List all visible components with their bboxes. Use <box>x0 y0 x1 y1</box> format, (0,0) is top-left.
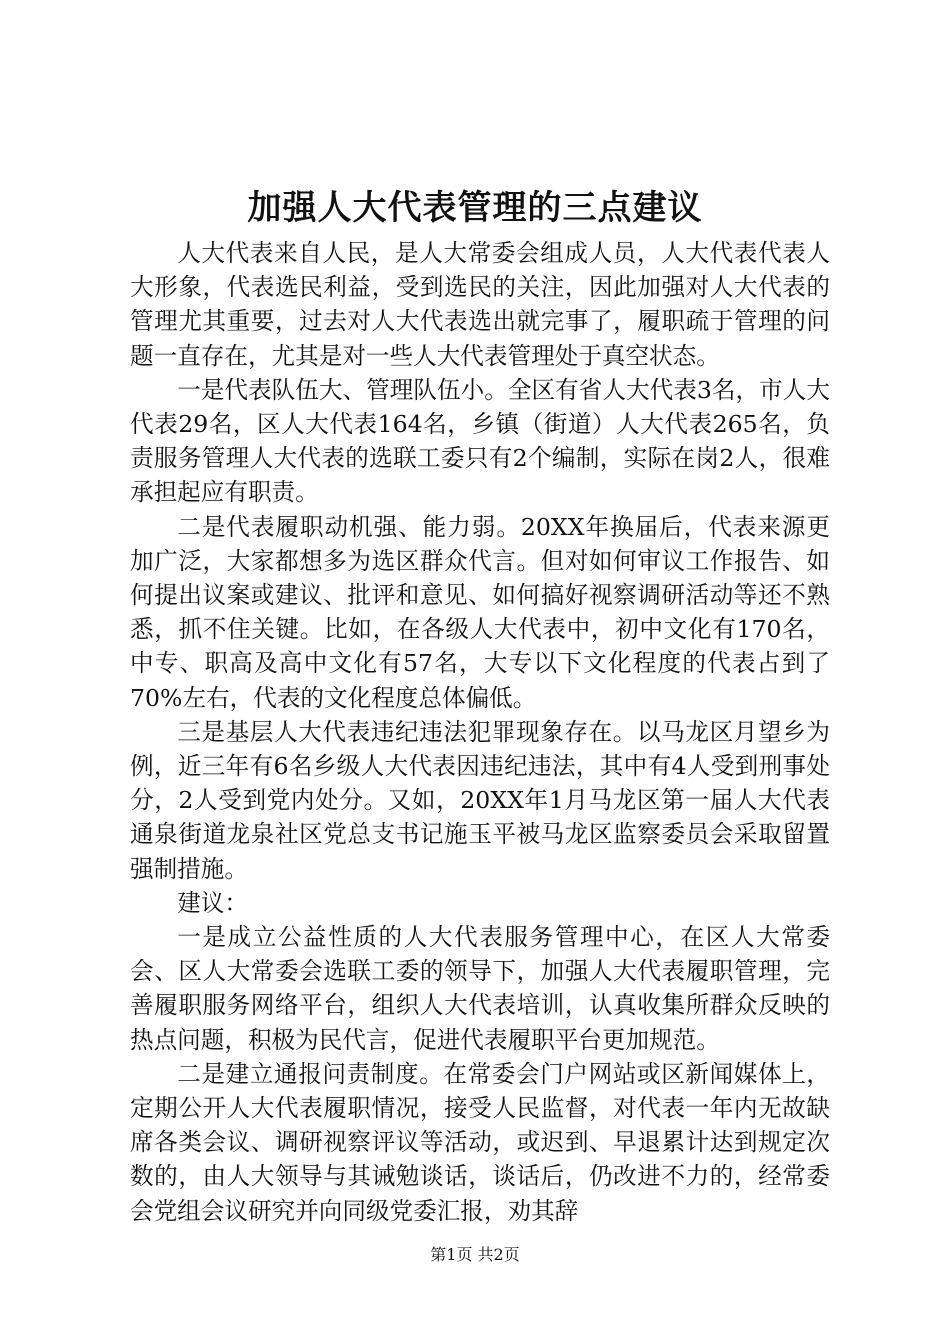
paragraph-suggestion-2: 二是建立通报问责制度。在常委会门户网站或区新闻媒体上，定期公开人大代表履职情况，接受人民监督，对代表一年内无故缺席各类会议、调研视察评议等活动，或迟到、早退累计达到规定次数的，由人大领导与其诫勉谈话，谈话后，仍改进不力的，经常委会党组会议研究并向同级党委汇报，劝其辞 <box>130 1059 830 1225</box>
page-number-footer: 第1页 共2页 <box>430 1245 520 1264</box>
document-body <box>130 236 830 1228</box>
document-title: 加强人大代表管理的三点建议 <box>247 188 703 228</box>
paragraph-suggestion-1: 一是成立公益性质的人大代表服务管理中心，在区人大常委会、区人大常委会选联工委的领导下，加强人大代表履职管理，完善履职服务网络平台，组织人大代表培训，认真收集所群众反映的热点问题，积极为民代言，促进代表履职平台更加规范。 <box>130 923 830 1054</box>
paragraph-issue-3: 三是基层人大代表违纪违法犯罪现象存在。以马龙区月望乡为例，近三年有6名乡级人大代表因违纪违法，其中有4人受到刑事处分，2人受到党内处分。又如，20XX年1月马龙区第一届人大代表通泉街道龙泉社区党总支书记施玉平被马龙区监察委员会采取留置强制措施。 <box>130 717 830 883</box>
paragraph-suggestions-heading: 建议： <box>177 888 248 917</box>
paragraph-intro: 人大代表来自人民，是人大常委会组成人员，人大代表代表人大形象，代表选民利益，受到选民的关注，因此加强对人大代表的管理尤其重要，过去对人大代表选出就完事了，履职疏于管理的问题一直存在，尤其是对一些人大代表管理处于真空状态。 <box>130 239 830 370</box>
paragraph-issue-1: 一是代表队伍大、管理队伍小。全区有省人大代表3名，市人大代表29名，区人大代表164名，乡镇（街道）人大代表265名，负责服务管理人大代表的选联工委只有2个编制，实际在岗2人，很难承担起应有职责。 <box>130 375 830 507</box>
paragraph-issue-2: 二是代表履职动机强、能力弱。20XX年换届后，代表来源更加广泛，大家都想多为选区群众代言。但对如何审议工作报告、如何提出议案或建议、批评和意见、如何搞好视察调研活动等还不熟悉，抓不住关键。比如，在各级人大代表中，初中文化有170名，中专、职高及高中文化有57名，大专以下文化程度的代表占到了70%左右，代表的文化程度总体偏低。 <box>130 512 830 712</box>
